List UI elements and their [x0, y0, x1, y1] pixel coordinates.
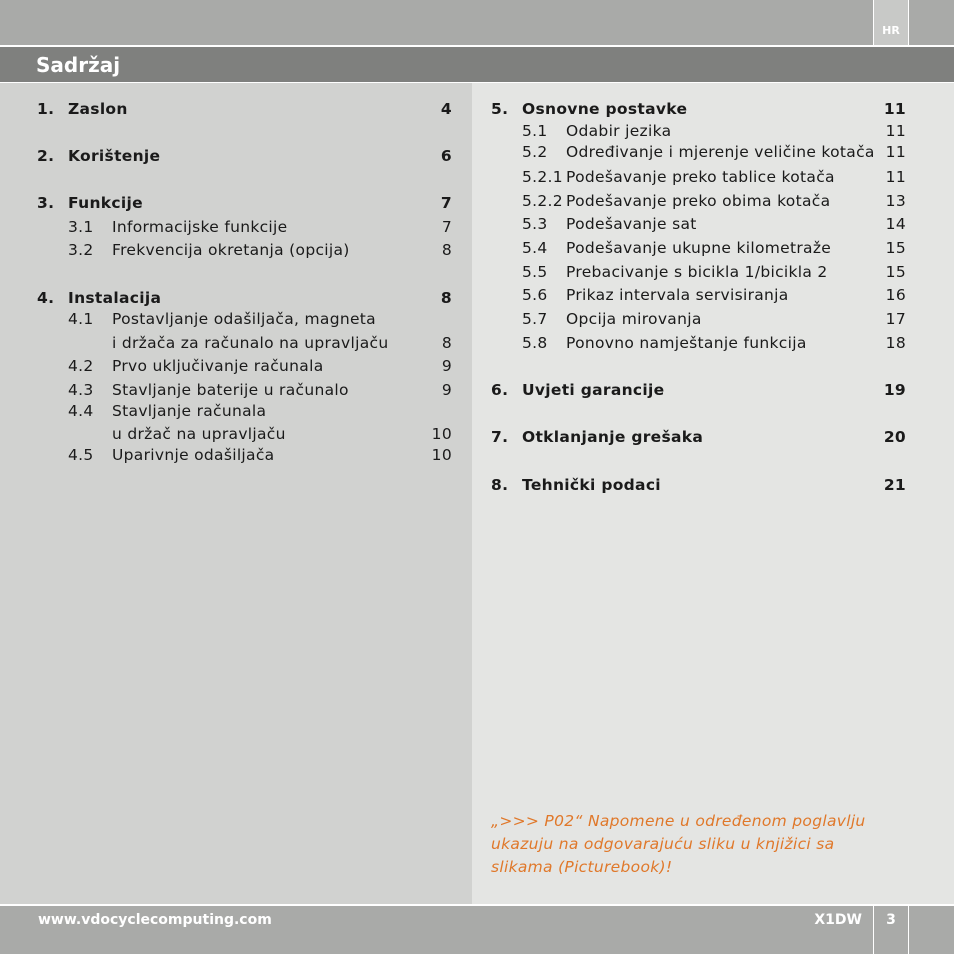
- toc-number: 5.3: [522, 215, 548, 233]
- toc-title: Tehnički podaci: [522, 476, 661, 494]
- toc-title: Instalacija: [68, 289, 162, 307]
- toc-title: Otklanjanje grešaka: [522, 428, 704, 446]
- toc-page: 11: [885, 143, 906, 161]
- toc-number: 6.: [491, 381, 509, 399]
- picturebook-note: [491, 810, 866, 879]
- toc-number: 5.2.1: [522, 168, 563, 186]
- model-name: X1DW: [814, 912, 862, 928]
- toc-title: i držača za računalo na upravljaču: [112, 334, 389, 352]
- toc-page: 7: [440, 194, 452, 212]
- language-code: HR: [882, 24, 900, 37]
- toc-page: 6: [440, 147, 452, 165]
- toc-page: 11: [883, 100, 906, 118]
- toc-page: 13: [885, 192, 906, 210]
- toc-page: 8: [441, 334, 452, 352]
- toc-title: Prebacivanje s bicikla 1/bicikla 2: [566, 263, 828, 281]
- toc-number: 5.8: [522, 334, 548, 352]
- toc-page: 16: [885, 286, 906, 304]
- toc-title: Uvjeti garancije: [522, 381, 665, 399]
- title-bar: [0, 47, 954, 82]
- toc-number: 5.2.2: [522, 192, 563, 210]
- toc-title: Uparivnje odašiljača: [112, 446, 275, 464]
- toc-title: Stavljanje baterije u računalo: [112, 381, 349, 399]
- toc-number: 3.1: [68, 218, 94, 236]
- page-number: 3: [886, 912, 896, 928]
- toc-page: 17: [885, 310, 906, 328]
- toc-page: 20: [883, 428, 906, 446]
- toc-number: 4.3: [68, 381, 94, 399]
- toc-number: 4.4: [68, 402, 94, 420]
- toc-title: Frekvencija okretanja (opcija): [112, 241, 350, 259]
- toc-number: 2.: [37, 147, 55, 165]
- note-line-3: slikama (Picturebook)!: [491, 858, 673, 876]
- toc-page: 9: [441, 381, 452, 399]
- toc-number: 7.: [491, 428, 509, 446]
- toc-page: 8: [440, 289, 452, 307]
- toc-title: Zaslon: [68, 100, 128, 118]
- toc-title: Stavljanje računala: [112, 402, 267, 420]
- toc-number: 5.6: [522, 286, 548, 304]
- toc-page: 19: [883, 381, 906, 399]
- toc-title: Podešavanje sat: [566, 215, 697, 233]
- top-bar: [0, 0, 954, 45]
- toc-title: Podešavanje preko obima kotača: [566, 192, 831, 210]
- toc-title: Postavljanje odašiljača, magneta: [112, 310, 376, 328]
- toc-page: 9: [441, 357, 452, 375]
- toc-number: 5.: [491, 100, 509, 118]
- toc-title: Korištenje: [68, 147, 161, 165]
- toc-number: 4.2: [68, 357, 94, 375]
- toc-title: Podešavanje preko tablice kotača: [566, 168, 835, 186]
- toc-page: 15: [885, 263, 906, 281]
- toc-page: 11: [885, 122, 906, 140]
- toc-number: 4.5: [68, 446, 94, 464]
- toc-number: 3.: [37, 194, 55, 212]
- toc-title: Podešavanje ukupne kilometraže: [566, 239, 832, 257]
- website-link[interactable]: www.vdocyclecomputing.com: [38, 912, 272, 928]
- toc-number: 5.7: [522, 310, 548, 328]
- toc-number: 8.: [491, 476, 509, 494]
- page-title: Sadržaj: [36, 53, 121, 77]
- toc-title: Opcija mirovanja: [566, 310, 702, 328]
- toc-page: 11: [885, 168, 906, 186]
- toc-number: 5.2: [522, 143, 548, 161]
- toc-number: 5.5: [522, 263, 548, 281]
- toc-title: u držač na upravljaču: [112, 425, 286, 443]
- toc-page: 7: [441, 218, 452, 236]
- toc-page: 21: [883, 476, 906, 494]
- toc-title: Funkcije: [68, 194, 143, 212]
- toc-page: 8: [441, 241, 452, 259]
- note-line-1: „>>> P02“ Napomene u određenom poglavlju: [491, 812, 866, 830]
- toc-page: 4: [440, 100, 452, 118]
- toc-number: 5.4: [522, 239, 548, 257]
- toc-page: 14: [885, 215, 906, 233]
- toc-number: 5.1: [522, 122, 548, 140]
- toc-number: 3.2: [68, 241, 94, 259]
- toc-page: 15: [885, 239, 906, 257]
- toc-title: Odabir jezika: [566, 122, 672, 140]
- toc-page: 18: [885, 334, 906, 352]
- toc-title: Određivanje i mjerenje veličine kotača: [566, 143, 875, 161]
- toc-number: 1.: [37, 100, 55, 118]
- note-line-2: ukazuju na odgovarajuću sliku u knjižici sa: [491, 835, 835, 853]
- toc-page: 10: [431, 425, 452, 443]
- toc-page: 10: [431, 446, 452, 464]
- page-number-box: [873, 906, 909, 954]
- toc-title: Prvo uključivanje računala: [112, 357, 324, 375]
- toc-title: Osnovne postavke: [522, 100, 688, 118]
- toc-number: 4.1: [68, 310, 94, 328]
- toc-title: Ponovno namještanje funkcija: [566, 334, 807, 352]
- toc-title: Prikaz intervala servisiranja: [566, 286, 789, 304]
- toc-title: Informacijske funkcije: [112, 218, 288, 236]
- language-badge: [873, 0, 909, 45]
- toc-number: 4.: [37, 289, 55, 307]
